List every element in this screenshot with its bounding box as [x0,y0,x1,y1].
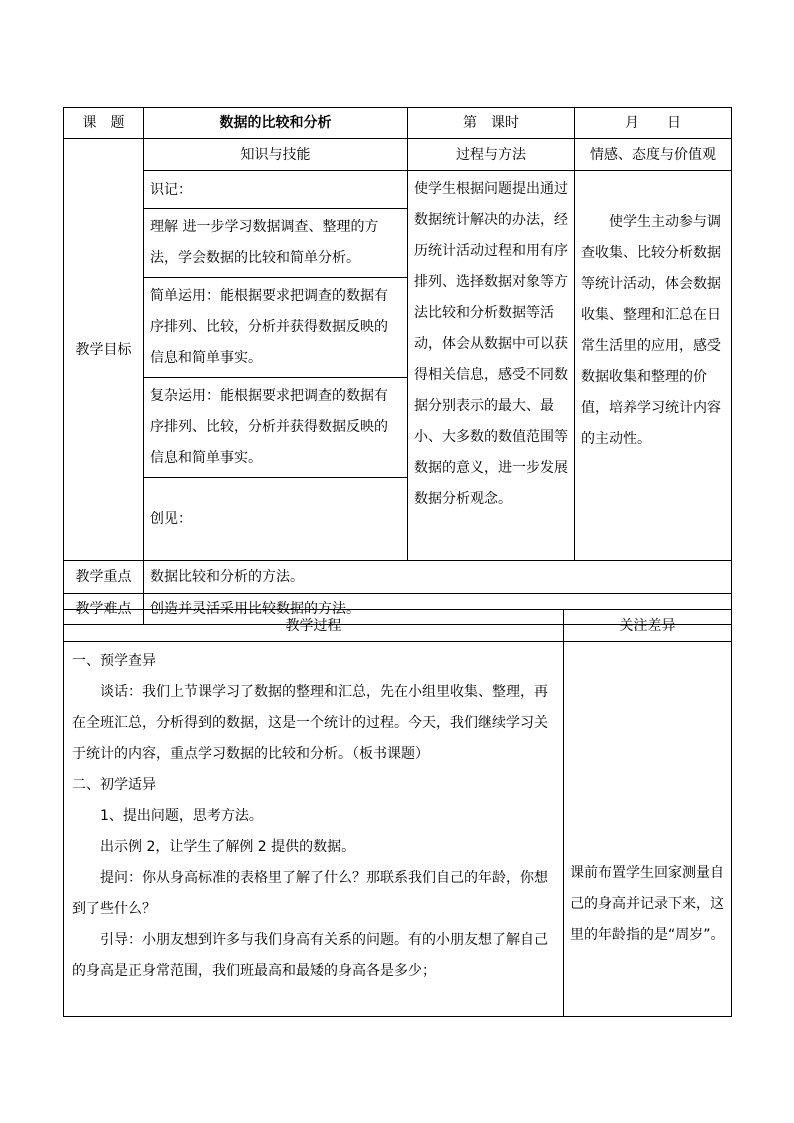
lesson-header-table [63,107,732,625]
emotion-values-text: 使学生主动参与调查收集、比较分析数据等统计活动，体会数据收集、整理和汇总在日常生活里的应用，感受数据收集和整理的价值，培养学习统计内容的主动性。 [575,171,732,561]
col-emotion-values: 情感、态度与价值观 [575,139,732,171]
difficulty-label: 教学难点 [64,594,144,625]
objectives-label: 教学目标 [64,139,144,561]
lesson-title: 数据的比较和分析 [144,108,408,139]
col-knowledge-skills: 知识与技能 [144,139,408,171]
knowledge-create: 创见： [144,478,408,561]
lesson-date: 月 日 [575,108,732,139]
key-point-label: 教学重点 [64,561,144,594]
knowledge-simple-apply: 简单运用：能根据要求把调查的数据有序排列、比较，分析并获得数据反映的信息和简单事实。 [144,278,408,378]
topic-label: 课 题 [64,108,144,139]
attention-cell [564,642,732,1017]
paragraph: 出示例 2，让学生了解例 2 提供的数据。 [100,839,356,855]
knowledge-understand: 理解 进一步学习数据调查、整理的方法，学会数据的比较和简单分析。 [144,209,408,278]
key-point-text: 数据比较和分析的方法。 [144,561,732,594]
knowledge-complex-apply: 复杂运用：能根据要求把调查的数据有序排列、比较，分析并获得数据反映的信息和简单事实。 [144,378,408,478]
teaching-process-body [64,642,564,1017]
paragraph: 引导：小朋友想到许多与我们身高有关系的问题。有的小朋友想了解自己的身高是正身常范围，我们班最高和最矮的身高各是多少； [72,932,548,979]
teaching-process-header: 教学过程 [64,610,564,642]
attention-note: 课前布置学生回家测量自己的身高并记录下来，这里的年龄指的是“周岁”。 [570,865,725,943]
lesson-number: 第 课时 [408,108,575,139]
col-process-methods: 过程与方法 [408,139,575,171]
paragraph: 1、提出问题，思考方法。 [100,808,263,824]
attention-header: 关注差异 [564,610,732,642]
paragraph: 谈话：我们上节课学习了数据的整理和汇总，先在小组里收集、整理，再在全班汇总，分析得到的数据，这是一个统计的过程。今天，我们继续学习关于统计的内容，重点学习数据的比较和分析。（板书课题） [72,684,548,762]
paragraph: 提问：你从身高标准的表格里了解了什么？那联系我们自己的年龄，你想到了些什么？ [72,870,548,917]
section-heading: 一、预学查异 [72,653,156,669]
section-heading: 二、初学适异 [72,777,156,793]
knowledge-memorize: 识记： [144,171,408,209]
process-methods-text: 使学生根据问题提出通过数据统计解决的办法，经历统计活动过程和用有序排列、选择数据对象等方法比较和分析数据等活动，体会从数据中可以获得相关信息，感受不同数据分别表示的最大、最小、大多数的数值范围等数据的意义，进一步发展数据分析观念。 [408,171,575,561]
teaching-process-table [63,609,732,1017]
difficulty-text: 创造并灵活采用比较数据的方法。 [144,594,732,625]
